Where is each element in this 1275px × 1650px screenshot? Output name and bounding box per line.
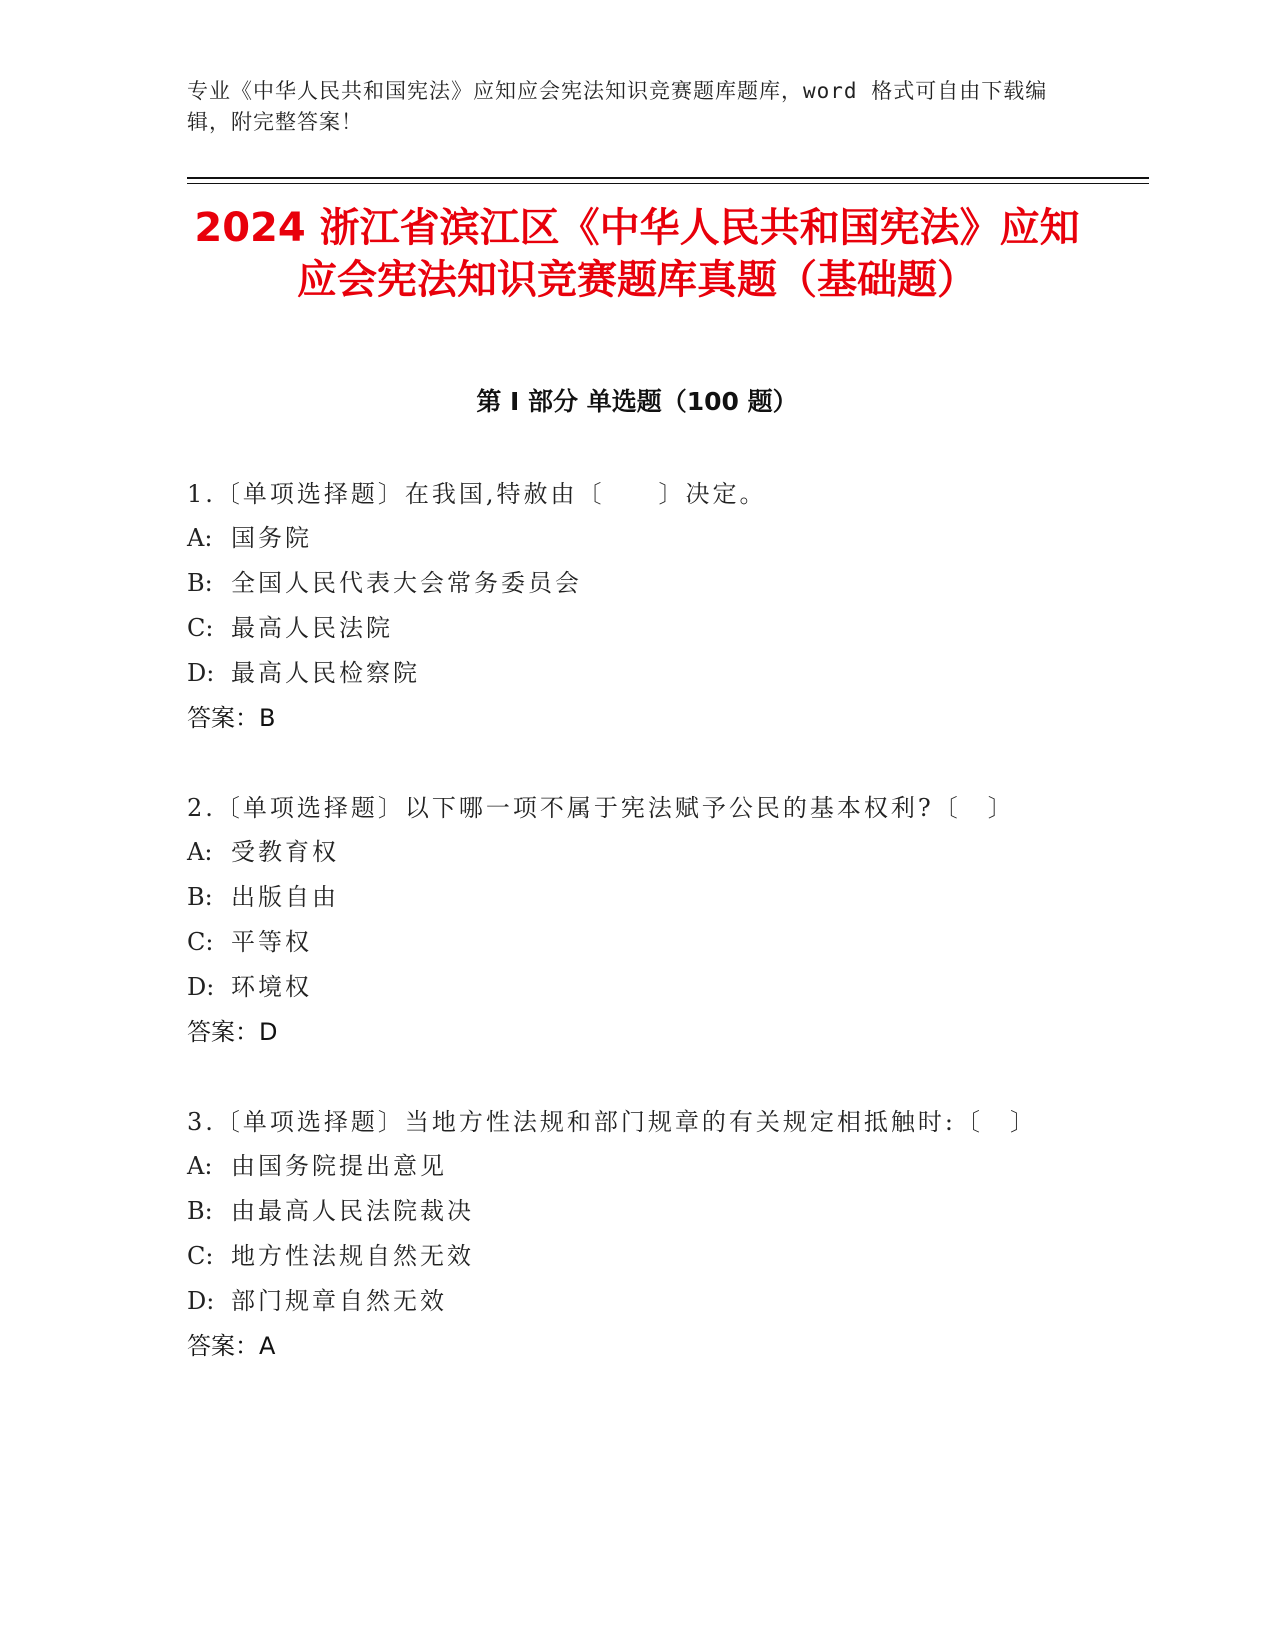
option-text: 国务院 xyxy=(231,524,312,552)
option-text: 出版自由 xyxy=(231,883,339,911)
option-b xyxy=(187,561,1057,606)
option-letter: B: xyxy=(187,1197,213,1225)
question-1 xyxy=(187,472,1057,740)
option-text: 平等权 xyxy=(231,928,312,956)
option-letter: D: xyxy=(187,1287,215,1315)
header-divider-thin xyxy=(187,183,1149,184)
document-title: 2024 浙江省滨江区《中华人民共和国宪法》应知应会宪法知识竞赛题库真题（基础题） xyxy=(194,205,1080,303)
option-letter: B: xyxy=(187,569,213,597)
option-b xyxy=(187,875,1057,920)
question-list xyxy=(187,472,1057,1414)
option-a xyxy=(187,830,1057,875)
option-letter: A: xyxy=(187,1152,213,1180)
option-c xyxy=(187,606,1057,651)
option-letter: A: xyxy=(187,838,213,866)
question-text: 1.〔单项选择题〕在我国,特赦由〔 〕决定。 xyxy=(187,480,767,508)
answer-line xyxy=(187,696,1057,740)
option-letter: B: xyxy=(187,883,213,911)
option-letter: C: xyxy=(187,614,214,642)
option-a xyxy=(187,516,1057,561)
answer-line xyxy=(187,1324,1057,1368)
option-letter: A: xyxy=(187,524,213,552)
option-text: 最高人民检察院 xyxy=(231,659,420,687)
option-letter: C: xyxy=(187,1242,214,1270)
question-text: 3.〔单项选择题〕当地方性法规和部门规章的有关规定相抵触时:〔 〕 xyxy=(187,1108,1037,1136)
header-divider-thick xyxy=(187,177,1149,179)
question-2 xyxy=(187,786,1057,1054)
answer-prefix: 答案： xyxy=(187,1018,259,1046)
option-letter: D: xyxy=(187,973,215,1001)
option-text: 受教育权 xyxy=(231,838,339,866)
option-a xyxy=(187,1144,1057,1189)
question-text: 2.〔单项选择题〕以下哪一项不属于宪法赋予公民的基本权利?〔 〕 xyxy=(187,794,1015,822)
option-text: 由国务院提出意见 xyxy=(231,1152,447,1180)
question-3 xyxy=(187,1100,1057,1368)
option-letter: C: xyxy=(187,928,214,956)
section-heading: 第 I 部分 单选题（100 题） xyxy=(476,387,798,416)
option-b xyxy=(187,1189,1057,1234)
option-letter: D: xyxy=(187,659,215,687)
option-c xyxy=(187,920,1057,965)
option-text: 地方性法规自然无效 xyxy=(231,1242,474,1270)
option-text: 部门规章自然无效 xyxy=(231,1287,447,1315)
option-text: 环境权 xyxy=(231,973,312,1001)
option-d xyxy=(187,965,1057,1010)
option-text: 由最高人民法院裁决 xyxy=(231,1197,474,1225)
answer-value: B xyxy=(259,704,276,732)
option-text: 全国人民代表大会常务委员会 xyxy=(231,569,582,597)
option-d xyxy=(187,651,1057,696)
answer-value: A xyxy=(259,1332,276,1360)
option-d xyxy=(187,1279,1057,1324)
answer-prefix: 答案： xyxy=(187,704,259,732)
answer-value: D xyxy=(259,1018,278,1046)
option-c xyxy=(187,1234,1057,1279)
answer-prefix: 答案： xyxy=(187,1332,259,1360)
option-text: 最高人民法院 xyxy=(231,614,393,642)
answer-line xyxy=(187,1010,1057,1054)
header-note: 专业《中华人民共和国宪法》应知应会宪法知识竞赛题库题库，word 格式可自由下载编辑，附完整答案！ xyxy=(187,79,1048,134)
